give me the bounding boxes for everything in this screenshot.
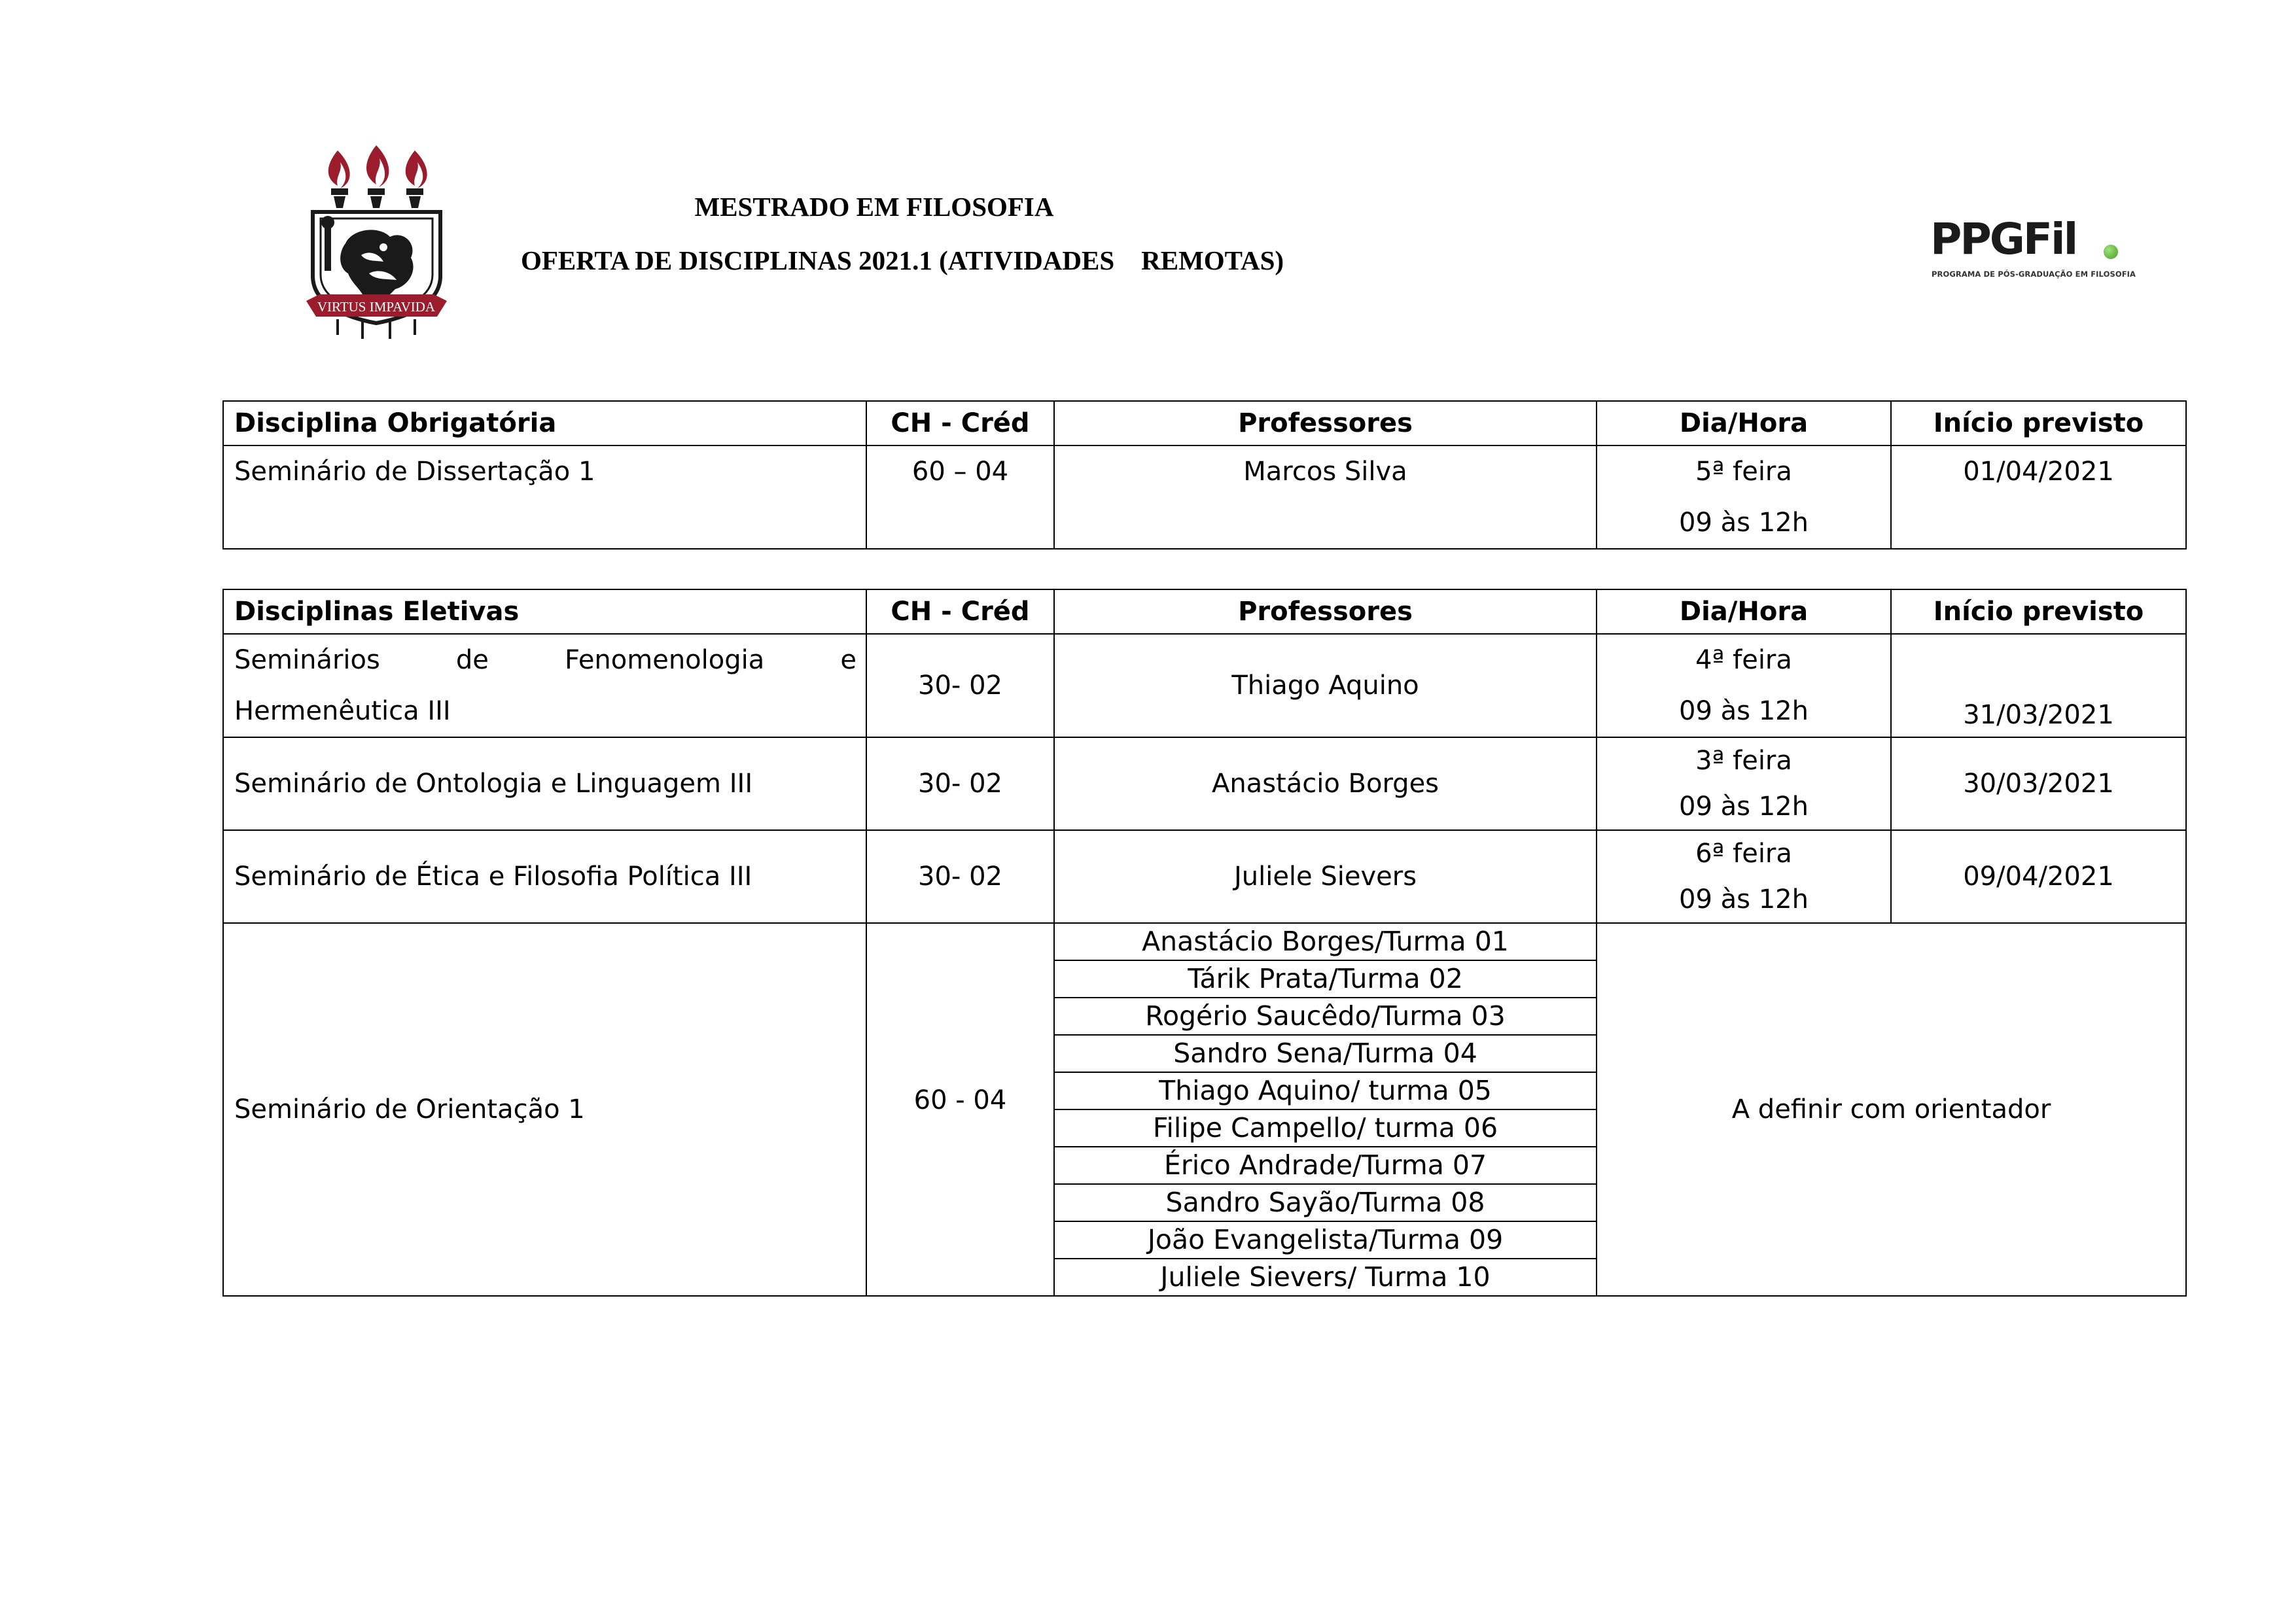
day-label: 5ª feira [1695, 457, 1792, 487]
orientation-professor: Thiago Aquino/ turma 05 [1055, 1073, 1596, 1110]
workload-credits: 60 – 04 [866, 445, 1054, 549]
start-date: 31/03/2021 [1891, 634, 2186, 737]
orientation-professor: João Evangelista/Turma 09 [1055, 1222, 1596, 1259]
page-subtitle: OFERTA DE DISCIPLINAS 2021.1 (ATIVIDADES REMOTAS) [520, 245, 1284, 275]
column-header: Professores [1054, 401, 1597, 445]
start-date: 01/04/2021 [1891, 445, 2186, 549]
orientation-professor: Érico Andrade/Turma 07 [1055, 1147, 1596, 1185]
day-label: 6ª feira [1695, 839, 1792, 869]
ppgfil-logo [1930, 213, 2140, 285]
column-header: CH - Créd [866, 401, 1054, 445]
orientation-professor: Anastácio Borges/Turma 01 [1055, 924, 1596, 961]
discipline-name: Seminário de Ética e Filosofia Política III [223, 830, 866, 923]
ppgfil-logo-word: PPGFil [1930, 214, 2077, 264]
day-time [1597, 634, 1891, 737]
column-header: Disciplina Obrigatória [223, 401, 866, 445]
column-header: Início previsto [1891, 401, 2186, 445]
mandatory-discipline-table [222, 400, 2187, 550]
day-time [1597, 445, 1891, 549]
orientation-professor: Sandro Sena/Turma 04 [1055, 1036, 1596, 1073]
discipline-word: de [455, 645, 489, 675]
workload-credits: 30- 02 [866, 634, 1054, 737]
workload-credits: 30- 02 [866, 737, 1054, 830]
discipline-name: Seminário de Dissertação 1 [223, 445, 866, 549]
orientation-professor: Filipe Campello/ turma 06 [1055, 1110, 1596, 1147]
column-header: Dia/Hora [1597, 401, 1891, 445]
orientation-professor: Sandro Sayão/Turma 08 [1055, 1185, 1596, 1222]
table-row [223, 737, 2186, 830]
discipline-word: Fenomenologia [565, 645, 765, 675]
column-header: Disciplinas Eletivas [223, 589, 866, 634]
table-row [223, 634, 2186, 737]
ufpe-motto: VIRTUS IMPAVIDA [317, 299, 436, 315]
column-header: Início previsto [1891, 589, 2186, 634]
page-title: MESTRADO EM FILOSOFIA [694, 192, 1054, 222]
column-header: Professores [1054, 589, 1597, 634]
orientation-schedule: A definir com orientador [1597, 923, 2186, 1296]
orientation-professor: Rogério Saucêdo/Turma 03 [1055, 998, 1596, 1036]
orientation-professor-list [1054, 923, 1597, 1296]
table-header-row [223, 589, 2186, 634]
professor-name: Anastácio Borges [1054, 737, 1597, 830]
time-label: 09 às 12h [1679, 792, 1809, 822]
time-label: 09 às 12h [1679, 884, 1809, 915]
discipline-name: Seminário de Orientação 1 [223, 923, 866, 1296]
ppgfil-logo-subtitle: PROGRAMA DE PÓS-GRADUAÇÃO EM FILOSOFIA [1932, 270, 2136, 279]
start-date: 09/04/2021 [1891, 830, 2186, 923]
discipline-name-line2: Hermenêutica III [234, 696, 451, 726]
discipline-name [223, 634, 866, 737]
elective-disciplines-table [222, 589, 2187, 1297]
discipline-word: Seminários [234, 645, 380, 675]
ufpe-crest-logo [306, 145, 447, 345]
discipline-word: e [840, 645, 857, 675]
time-label: 09 às 12h [1679, 508, 1809, 538]
professor-name: Juliele Sievers [1054, 830, 1597, 923]
day-label: 3ª feira [1695, 746, 1792, 776]
discipline-name-line1 [234, 635, 866, 686]
orientation-professor: Juliele Sievers/ Turma 10 [1160, 1261, 1491, 1293]
day-time [1597, 830, 1891, 923]
discipline-name: Seminário de Ontologia e Linguagem III [223, 737, 866, 830]
workload-credits: 60 - 04 [866, 923, 1054, 1296]
day-time [1597, 737, 1891, 830]
professor-name: Marcos Silva [1054, 445, 1597, 549]
table-row-orientation [223, 923, 2186, 1296]
day-label: 4ª feira [1695, 645, 1792, 675]
table-header-row [223, 401, 2186, 445]
table-row [223, 830, 2186, 923]
start-date: 30/03/2021 [1891, 737, 2186, 830]
column-header: Dia/Hora [1597, 589, 1891, 634]
table-row [223, 445, 2186, 549]
ppgfil-dot-icon [2104, 245, 2118, 259]
professor-name: Thiago Aquino [1054, 634, 1597, 737]
time-label: 09 às 12h [1679, 696, 1809, 726]
column-header: CH - Créd [866, 589, 1054, 634]
orientation-professor: Tárik Prata/Turma 02 [1055, 961, 1596, 998]
workload-credits: 30- 02 [866, 830, 1054, 923]
